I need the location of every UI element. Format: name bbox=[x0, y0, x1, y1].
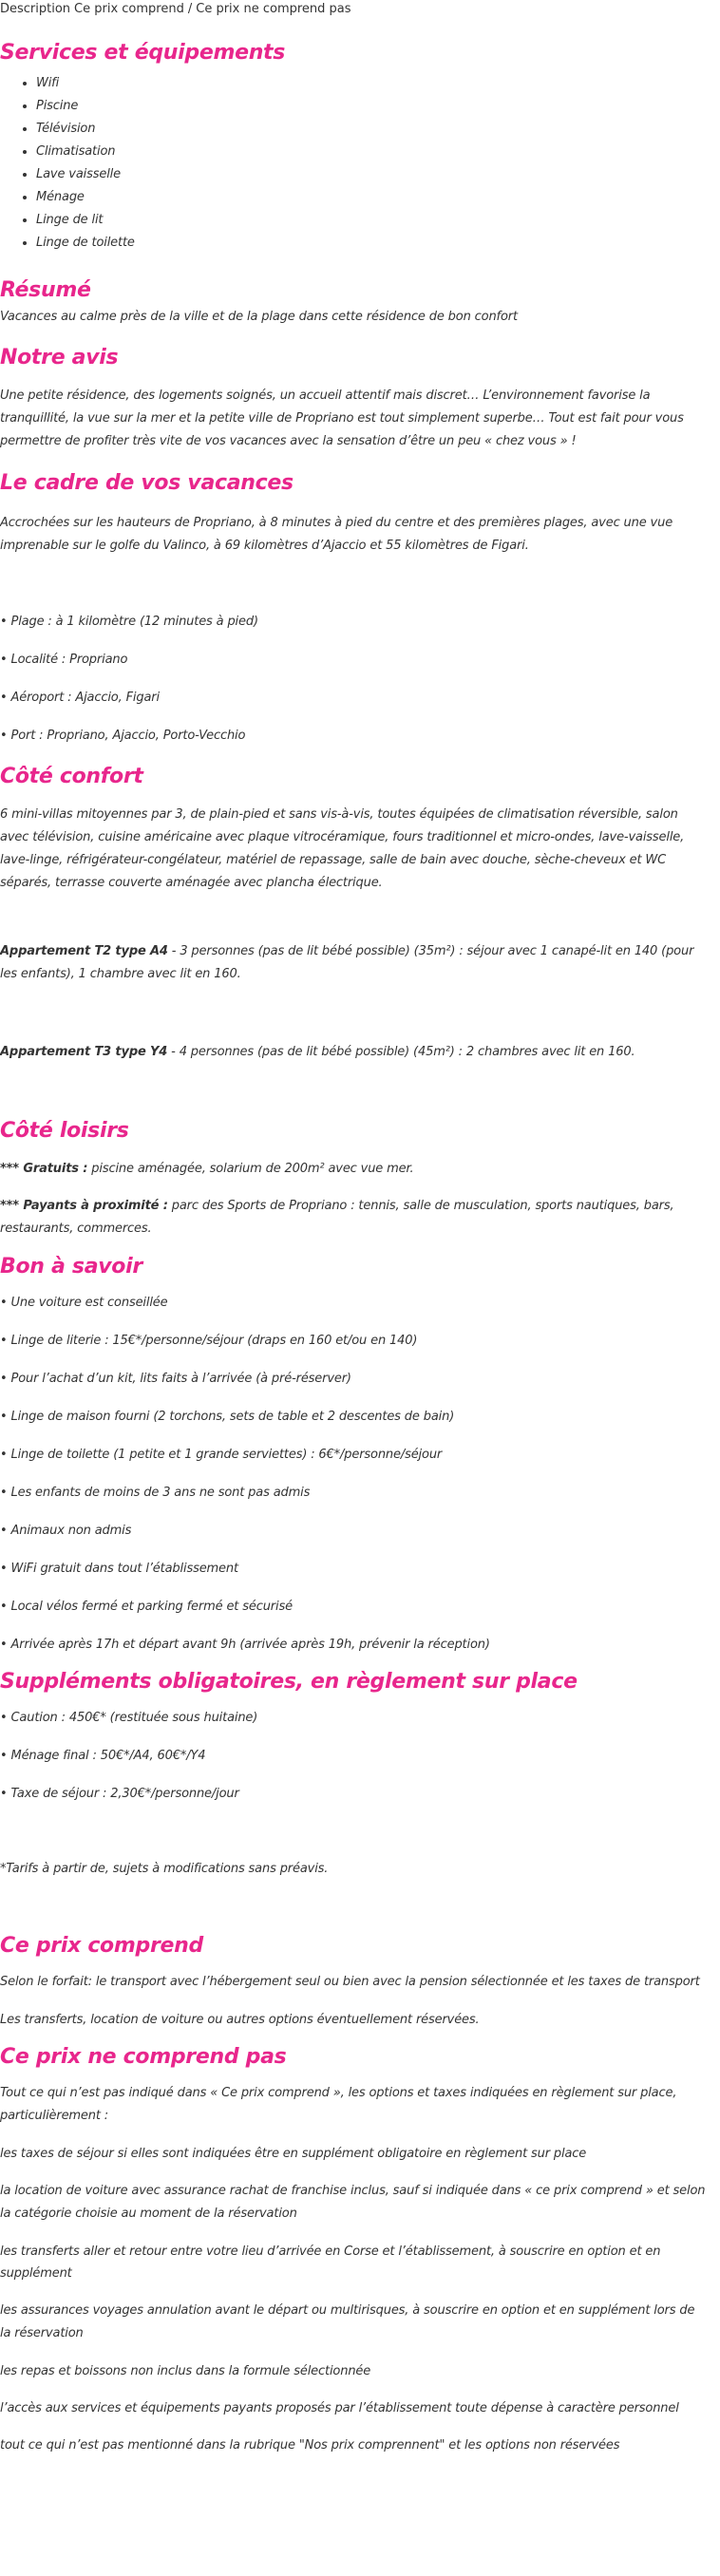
gratuits-label: *** Gratuits : bbox=[0, 1162, 88, 1176]
gratuits-text: piscine aménagée, solarium de 200m² avec vue mer. bbox=[87, 1162, 414, 1176]
cadre-item: • Aéroport : Ajaccio, Figari bbox=[0, 691, 160, 705]
payants-paragraph bbox=[0, 1195, 709, 1241]
list-item: • Linge de lit bbox=[36, 209, 709, 232]
ne-comprend-item: Tout ce qui n’est pas indiqué dans « Ce prix comprend », les options et taxes indiquées en règlement sur place, particulièrement : bbox=[0, 2086, 677, 2123]
tab-ne-comprend[interactable]: Ce prix ne comprend pas bbox=[196, 2, 351, 16]
ne-comprend-item: la location de voiture avec assurance rachat de franchise inclus, sauf si indiquée dans « ce prix comprend » et selon la catégorie choisie au moment de la réservation bbox=[0, 2184, 706, 2221]
tab-separator: / bbox=[187, 2, 193, 16]
list-item: • Climatisation bbox=[36, 141, 709, 163]
t2-paragraph bbox=[0, 940, 709, 986]
cadre-item: • Port : Propriano, Ajaccio, Porto-Vecchio bbox=[0, 729, 246, 743]
savoir-item: • WiFi gratuit dans tout l’établissement bbox=[0, 1562, 238, 1576]
savoir-item: • Linge de maison fourni (2 torchons, sets de table et 2 descentes de bain) bbox=[0, 1410, 455, 1424]
list-item: • Linge de toilette bbox=[36, 232, 709, 255]
comprend-item: Selon le forfait: le transport avec l’hébergement seul ou bien avec la pension sélectionnée et les taxes de transport bbox=[0, 1975, 700, 1989]
savoir-item: • Une voiture est conseillée bbox=[0, 1296, 168, 1310]
t3-text: - 4 personnes (pas de lit bébé possible) (45m²) : 2 chambres avec lit en 160. bbox=[167, 1045, 635, 1059]
savoir-item: • Local vélos fermé et parking fermé et sécurisé bbox=[0, 1600, 293, 1614]
payants-text: parc des Sports de Propriano : tennis, salle de musculation, sports nautiques, bars, restaurants, commerces. bbox=[0, 1199, 674, 1236]
savoir-item: • Animaux non admis bbox=[0, 1524, 132, 1538]
avis-text: Une petite résidence, des logements soignés, un accueil attentif mais discret… L’environnement favorise la tranquillité, la vue sur la mer et la petite ville de Propriano est tout simplement superbe… Tout est fait pour vous permettre de profiter très vite de vos vacances avec la sensation d’être un peu « chez vous » ! bbox=[0, 388, 684, 448]
comprend-item: Les transferts, location de voiture ou autres options éventuellement réservées. bbox=[0, 2013, 480, 2027]
supplement-item: • Taxe de séjour : 2,30€*/personne/jour bbox=[0, 1787, 239, 1801]
confort-text: 6 mini-villas mitoyennes par 3, de plain-pied et sans vis-à-vis, toutes équipées de climatisation réversible, salon avec télévision, cuisine américaine avec plaque vitrocéramique, fours traditionnel et micro-ondes, lave-vaisselle, lave-linge, réfrigérateur-congélateur, matériel de repassage, salle de bain avec douche, sèche-cheveux et WC séparés, terrasse couverte aménagée avec plancha électrique. bbox=[0, 807, 685, 890]
cadre-heading: Le cadre de vos vacances bbox=[0, 471, 294, 495]
list-item: • Lave vaisselle bbox=[36, 163, 709, 186]
list-item: • Piscine bbox=[36, 95, 709, 118]
list-item: • Ménage bbox=[36, 186, 709, 209]
ne-comprend-heading: Ce prix ne comprend pas bbox=[0, 2045, 287, 2069]
ne-comprend-item: l’accès aux services et équipements payants proposés par l’établissement toute dépense à caractère personnel bbox=[0, 2401, 679, 2415]
ne-comprend-item: les transferts aller et retour entre votre lieu d’arrivée en Corse et l’établissement, à souscrire en option et en supplément bbox=[0, 2245, 661, 2281]
supplements-note: *Tarifs à partir de, sujets à modifications sans préavis. bbox=[0, 1862, 329, 1876]
supplements-heading: Suppléments obligatoires, en règlement sur place bbox=[0, 1670, 578, 1694]
confort-heading: Côté confort bbox=[0, 765, 143, 788]
ne-comprend-item: les assurances voyages annulation avant le départ ou multirisques, à souscrire en option et en supplément lors de la réservation bbox=[0, 2303, 695, 2340]
gratuits-paragraph bbox=[0, 1158, 709, 1180]
services-list bbox=[0, 72, 709, 255]
cadre-text: Accrochées sur les hauteurs de Propriano, à 8 minutes à pied du centre et des premières plages, avec une vue imprenable sur le golfe du Valinco, à 69 kilomètres d’Ajaccio et 55 kilomètres de Figari. bbox=[0, 516, 673, 553]
cadre-item: • Plage : à 1 kilomètre (12 minutes à pied) bbox=[0, 615, 258, 629]
list-item: • Wifi bbox=[36, 72, 709, 95]
savoir-item: • Linge de literie : 15€*/personne/séjour (draps en 160 et/ou en 140) bbox=[0, 1334, 418, 1348]
ne-comprend-item: les repas et boissons non inclus dans la formule sélectionnée bbox=[0, 2364, 371, 2378]
savoir-item: • Linge de toilette (1 petite et 1 grande serviettes) : 6€*/personne/séjour bbox=[0, 1448, 443, 1462]
payants-label: *** Payants à proximité : bbox=[0, 1199, 168, 1213]
resume-text: Vacances au calme près de la ville et de la plage dans cette résidence de bon confort bbox=[0, 310, 518, 324]
cadre-item: • Localité : Propriano bbox=[0, 653, 128, 667]
savoir-item: • Pour l’achat d’un kit, lits faits à l’arrivée (à pré-réserver) bbox=[0, 1372, 351, 1386]
savoir-item: • Arrivée après 17h et départ avant 9h (arrivée après 19h, prévenir la réception) bbox=[0, 1638, 490, 1652]
ne-comprend-item: les taxes de séjour si elles sont indiquées être en supplément obligatoire en règlement sur place bbox=[0, 2147, 587, 2161]
tab-comprend[interactable]: Ce prix comprend bbox=[74, 2, 184, 16]
savoir-heading: Bon à savoir bbox=[0, 1255, 142, 1279]
t2-text: - 3 personnes (pas de lit bébé possible) (35m²) : séjour avec 1 canapé-lit en 140 (pour les enfants), 1 chambre avec lit en 160. bbox=[0, 944, 694, 981]
t2-label: Appartement T2 type A4 bbox=[0, 944, 168, 958]
ne-comprend-item: tout ce qui n’est pas mentionné dans la rubrique "Nos prix comprennent" et les options non réservées bbox=[0, 2438, 620, 2453]
tab-description[interactable]: Description bbox=[0, 2, 71, 16]
avis-heading: Notre avis bbox=[0, 346, 119, 369]
savoir-item: • Les enfants de moins de 3 ans ne sont pas admis bbox=[0, 1486, 311, 1500]
loisirs-heading: Côté loisirs bbox=[0, 1119, 129, 1143]
comprend-heading: Ce prix comprend bbox=[0, 1934, 203, 1958]
resume-heading: Résumé bbox=[0, 278, 91, 302]
services-heading: Services et équipements bbox=[0, 41, 286, 65]
t3-label: Appartement T3 type Y4 bbox=[0, 1045, 168, 1059]
supplement-item: • Ménage final : 50€*/A4, 60€*/Y4 bbox=[0, 1749, 206, 1763]
t3-paragraph bbox=[0, 1041, 709, 1063]
tab-bar bbox=[0, 0, 709, 19]
supplement-item: • Caution : 450€* (restituée sous huitaine) bbox=[0, 1711, 258, 1725]
list-item: • Télévision bbox=[36, 118, 709, 141]
